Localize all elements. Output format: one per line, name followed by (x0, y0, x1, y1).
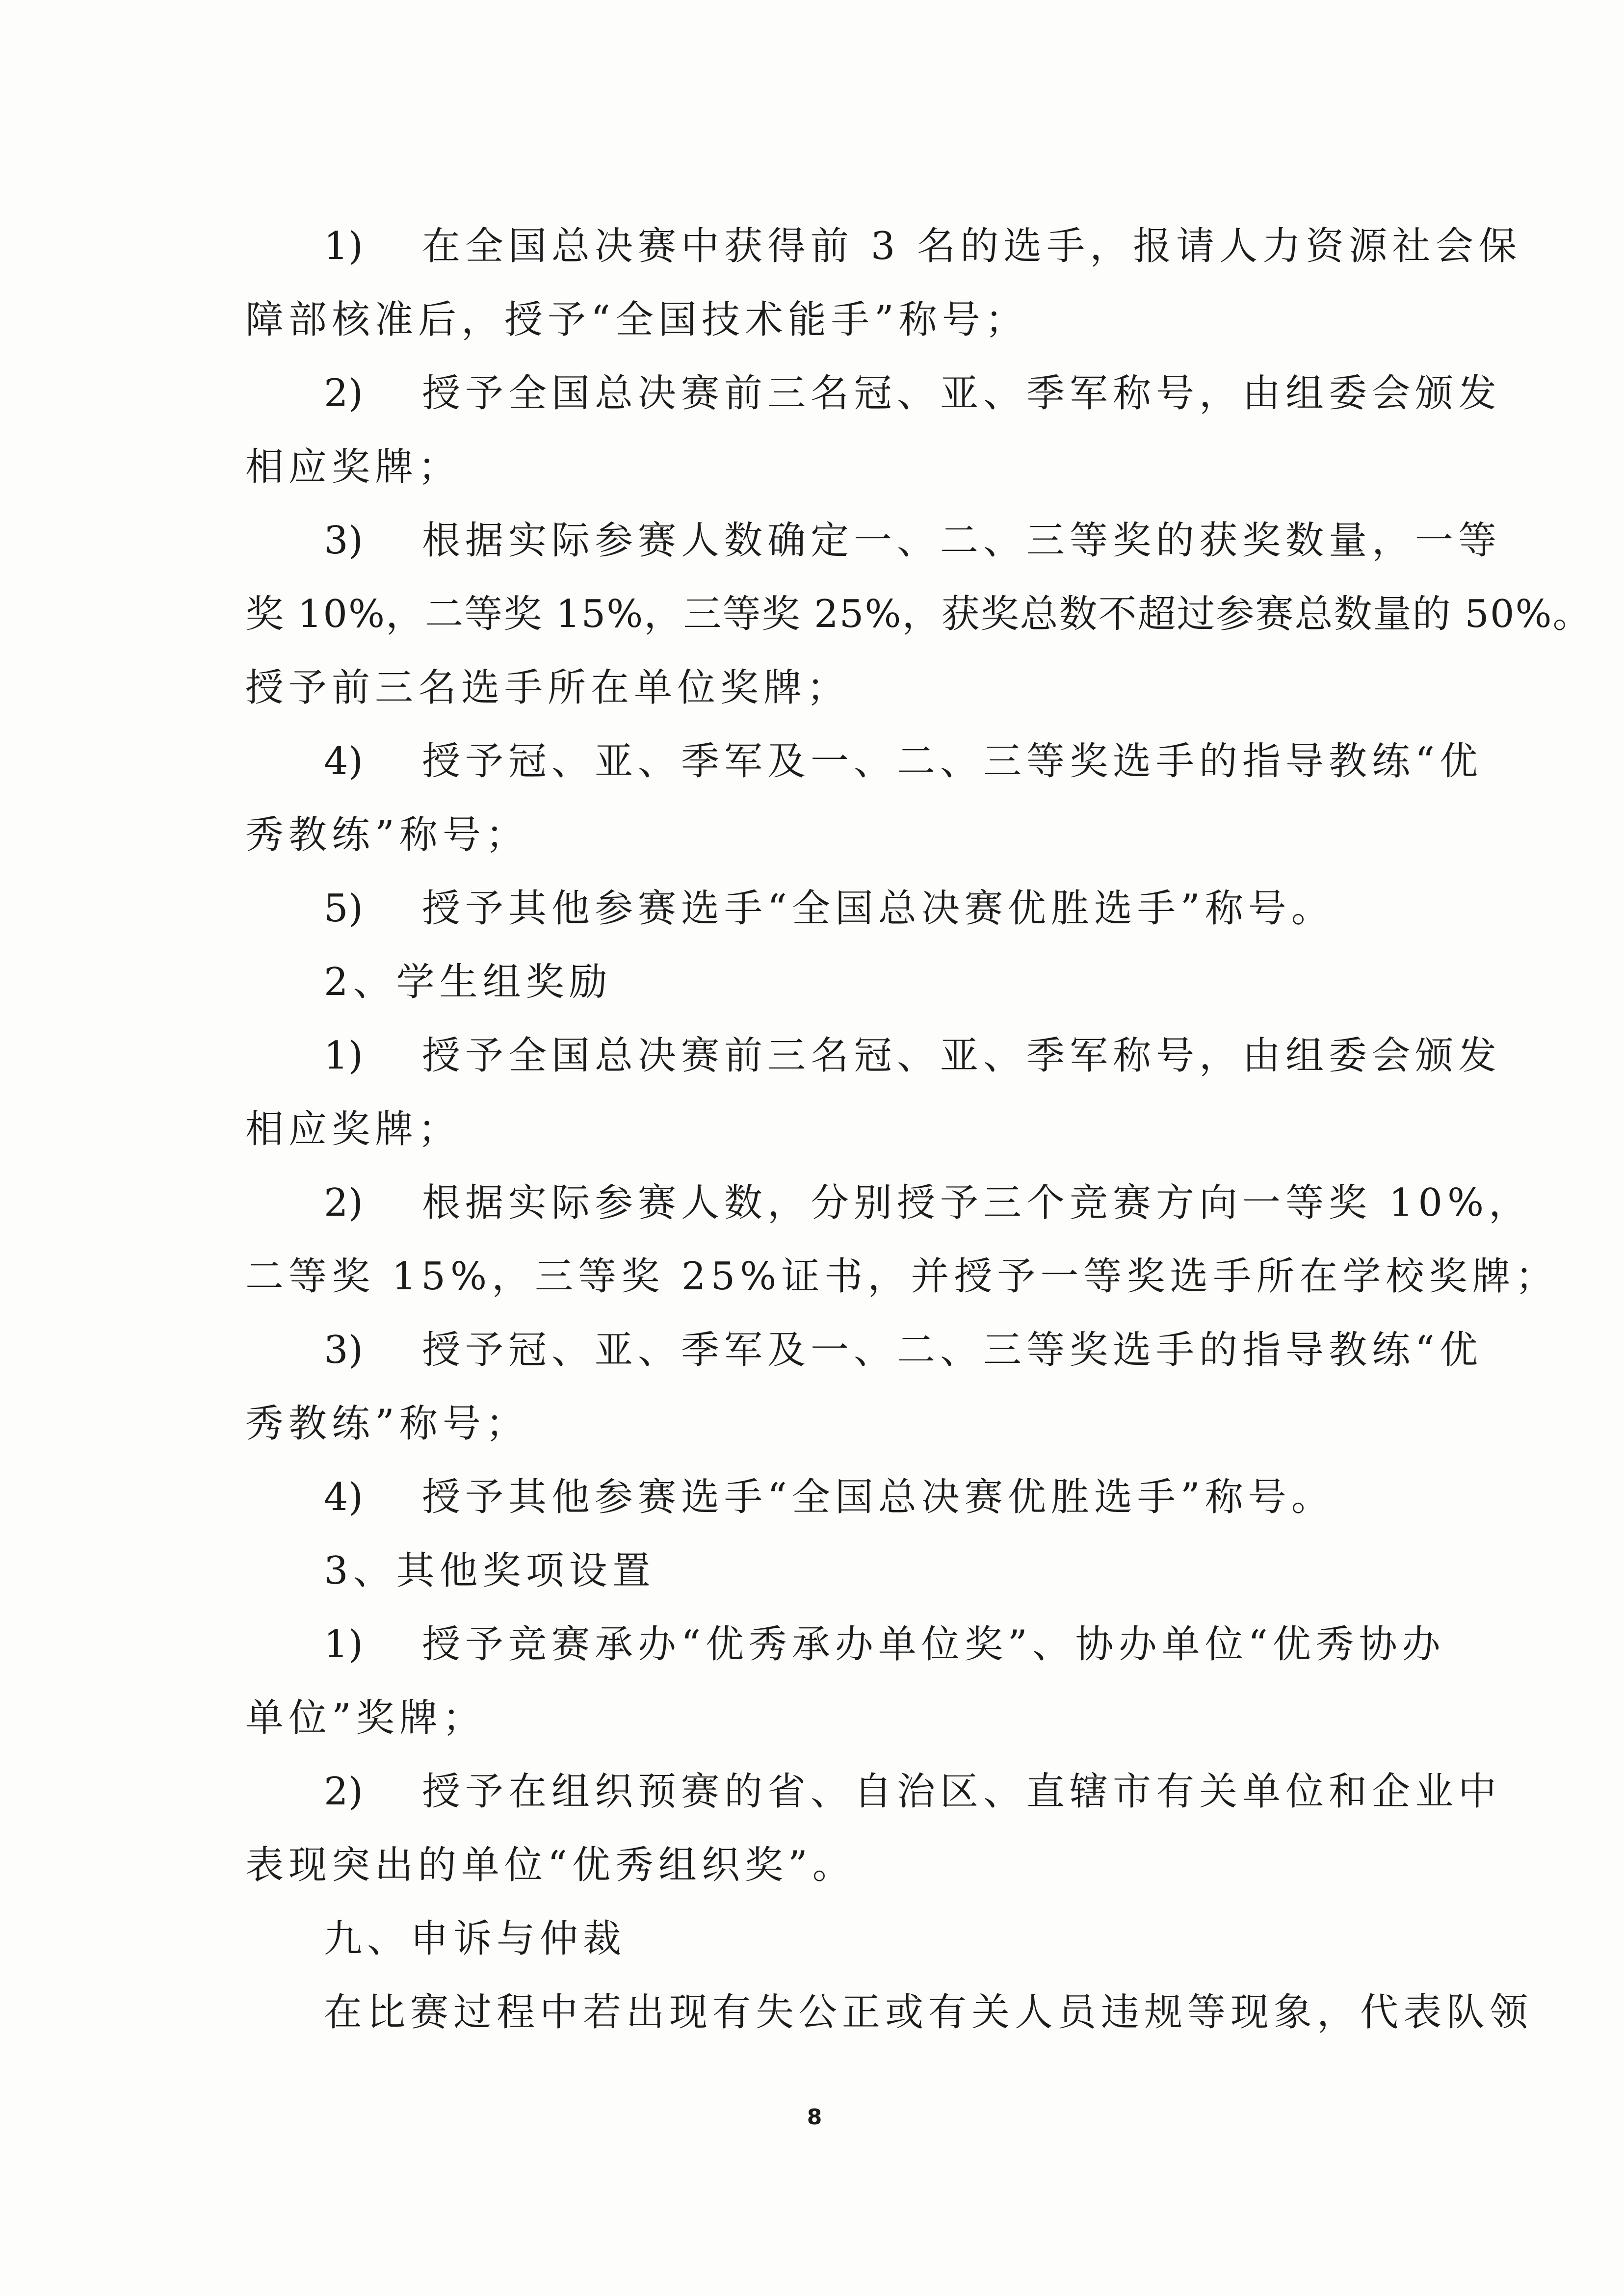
line-text: 授予竞赛承办“优秀承办单位奖”、协办单位“优秀协办 (422, 1622, 1445, 1667)
paragraph-line (245, 1841, 1384, 1890)
line-text: 奖 10%，二等奖 15%，三等奖 25%，获奖总数不超过参赛总数量的 50%。 (245, 592, 1592, 636)
line-text: 表现突出的单位“优秀组织奖”。 (245, 1843, 856, 1887)
paragraph-line (324, 1473, 1335, 1522)
item-number: 4) (324, 1475, 364, 1519)
line-text: 秀教练”称号； (245, 813, 529, 857)
line-text: 授予前三名选手所在单位奖牌； (245, 666, 850, 710)
paragraph-line (324, 1767, 1501, 1816)
line-text: 授予在组织预赛的省、自治区、直辖市有关单位和企业中 (422, 1770, 1502, 1814)
paragraph-line (245, 590, 1592, 639)
page-number: 8 (807, 2105, 822, 2130)
paragraph-line (324, 1326, 1483, 1375)
paragraph-line (324, 884, 1335, 933)
item-number: 3) (324, 519, 364, 563)
paragraph-line (245, 663, 1384, 712)
paragraph-line (245, 1252, 1559, 1301)
paragraph-line (324, 737, 1483, 786)
line-text: 秀教练”称号； (245, 1402, 529, 1446)
paragraph-line (324, 1620, 1445, 1669)
line-text: 障部核准后，授予“全国技术能手”称号； (245, 298, 1028, 342)
item-number: 3) (324, 1328, 364, 1372)
line-text: 授予其他参赛选手“全国总决赛优胜选手”称号。 (422, 1475, 1335, 1519)
paragraph-line (324, 516, 1501, 565)
item-number: 1) (324, 1034, 364, 1078)
paragraph-line (324, 1031, 1501, 1080)
paragraph-line (245, 810, 1384, 860)
paragraph-line (324, 1178, 1532, 1227)
paragraph-line (324, 1988, 1533, 2037)
paragraph-line (245, 1694, 1384, 1743)
section-heading (324, 958, 612, 1007)
line-text: 授予冠、亚、季军及一、二、三等奖选手的指导教练“优 (422, 1328, 1483, 1372)
line-text: 授予冠、亚、季军及一、二、三等奖选手的指导教练“优 (422, 739, 1483, 783)
line-text: 单位”奖牌； (245, 1696, 486, 1740)
item-number: 2) (324, 1181, 364, 1225)
line-text: 在比赛过程中若出现有失公正或有关人员违规等现象，代表队领 (324, 1990, 1533, 2035)
line-text: 根据实际参赛人数，分别授予三个竞赛方向一等奖 10%， (422, 1181, 1532, 1225)
heading-text: 2、学生组奖励 (324, 960, 612, 1004)
paragraph-line (324, 222, 1521, 271)
line-text: 授予全国总决赛前三名冠、亚、季军称号，由组委会颁发 (422, 371, 1502, 416)
paragraph-line (245, 1399, 1384, 1448)
paragraph-line (245, 443, 1384, 492)
line-text: 在全国总决赛中获得前 3 名的选手，报请人力资源社会保 (422, 224, 1522, 268)
paragraph-line (245, 295, 1384, 344)
line-text: 二等奖 15%，三等奖 25%证书，并授予一等奖选手所在学校奖牌； (245, 1254, 1559, 1299)
line-text: 根据实际参赛人数确定一、二、三等奖的获奖数量，一等 (422, 519, 1502, 563)
item-number: 5) (324, 887, 364, 931)
item-number: 1) (324, 1622, 364, 1667)
item-number: 2) (324, 1770, 364, 1814)
heading-text: 九、申诉与仲裁 (324, 1917, 627, 1961)
item-number: 1) (324, 224, 364, 268)
paragraph-line (245, 1105, 1384, 1154)
paragraph-line (324, 369, 1501, 418)
heading-text: 3、其他奖项设置 (324, 1549, 655, 1593)
section-heading (324, 1546, 655, 1595)
item-number: 2) (324, 371, 364, 416)
line-text: 授予其他参赛选手“全国总决赛优胜选手”称号。 (422, 887, 1335, 931)
line-text: 相应奖牌； (245, 445, 462, 489)
section-heading (324, 1914, 626, 1963)
line-text: 授予全国总决赛前三名冠、亚、季军称号，由组委会颁发 (422, 1034, 1502, 1078)
line-text: 相应奖牌； (245, 1107, 462, 1151)
item-number: 4) (324, 739, 364, 783)
